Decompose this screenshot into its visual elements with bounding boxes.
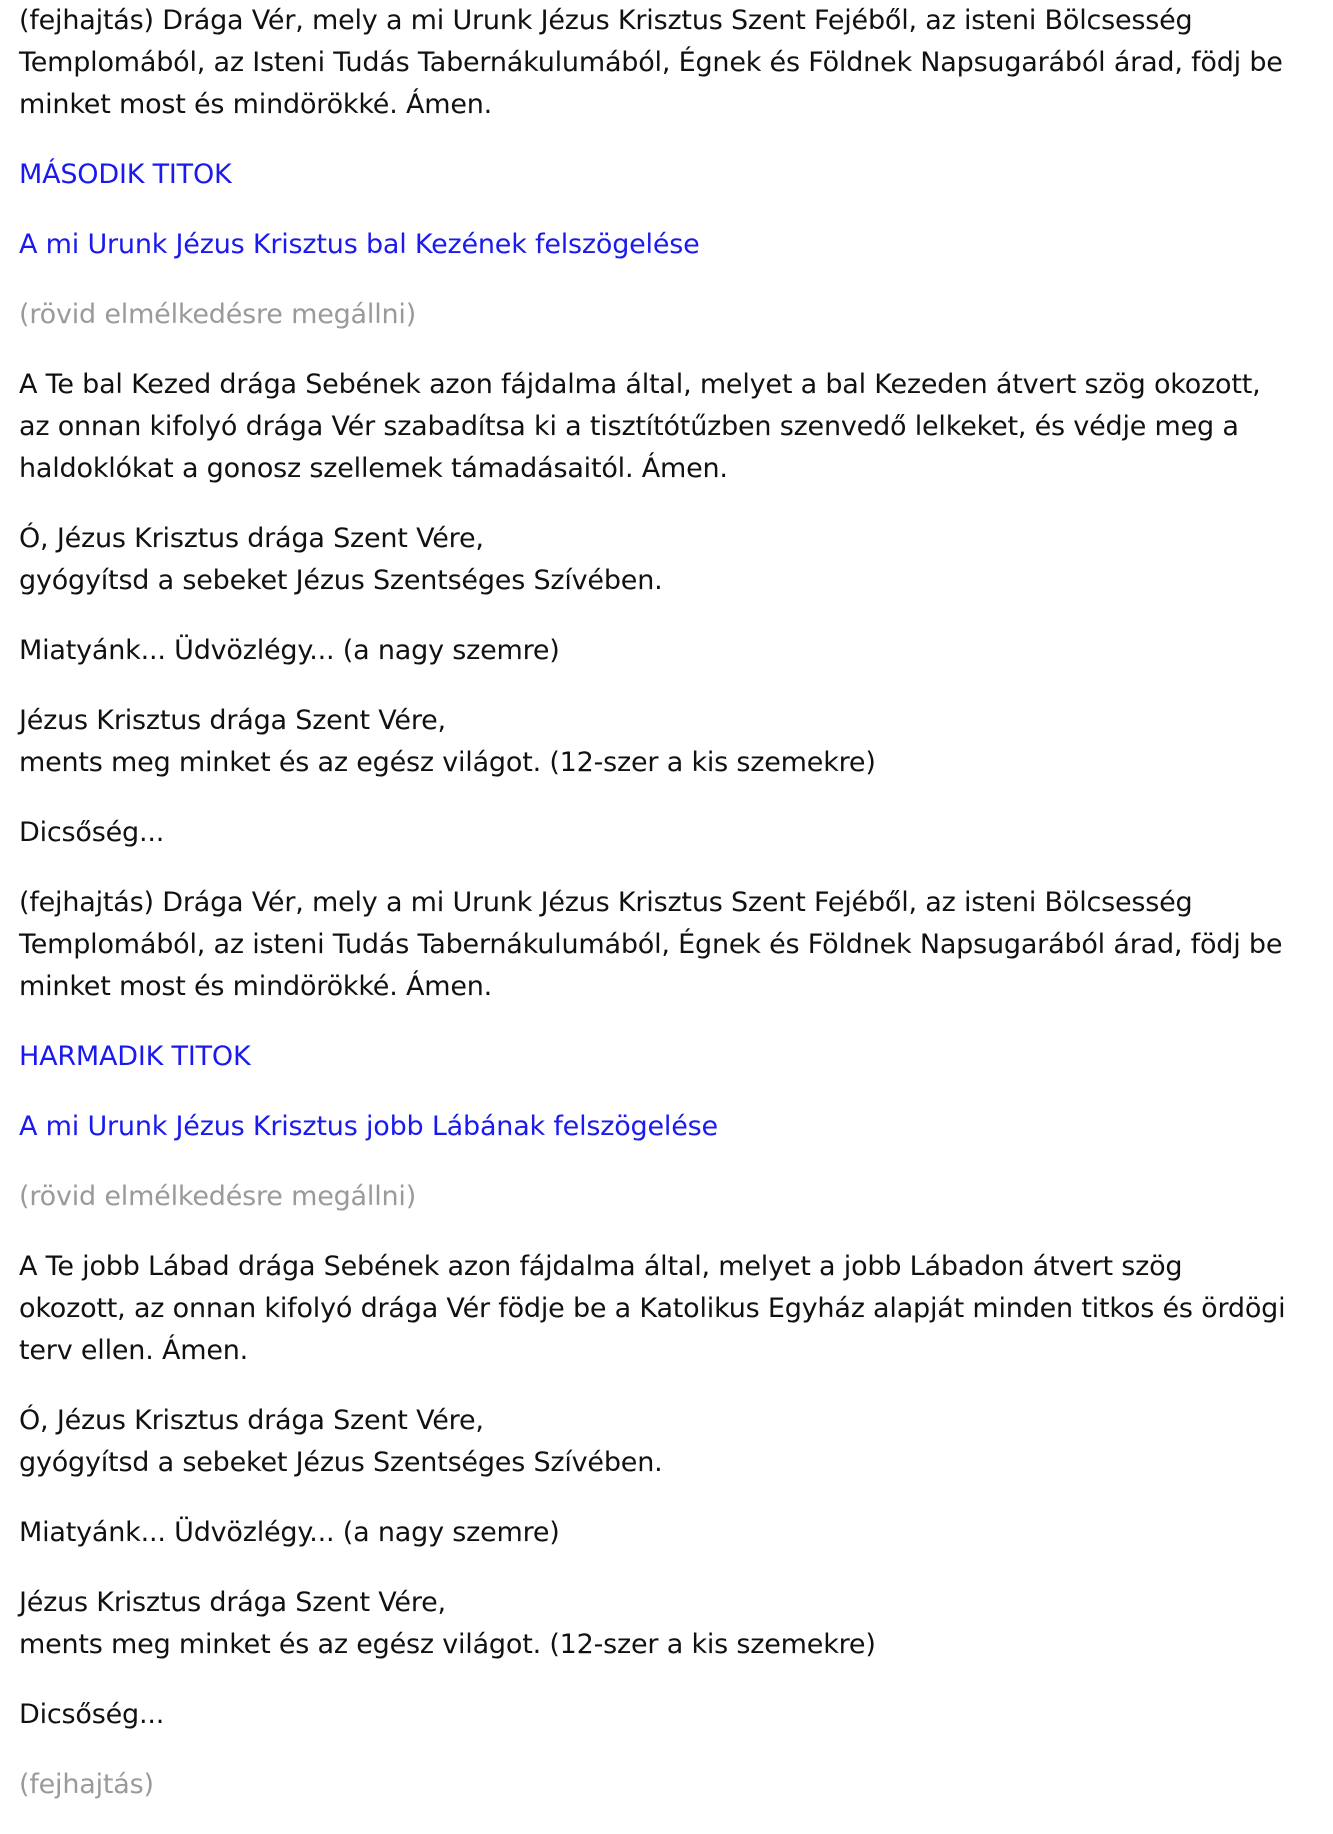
prayer-paragraph	[19, 518, 1309, 602]
text-line: terv ellen. Ámen.	[19, 1335, 249, 1366]
prayer-paragraph	[19, 1582, 1309, 1666]
prayer-paragraph	[19, 882, 1309, 1008]
text-line: A Te bal Kezed drága Sebének azon fájdalma által, melyet a bal Kezeden átvert szög okozott,	[19, 369, 1261, 400]
note-line: (rövid elmélkedésre megállni)	[19, 299, 417, 330]
text-line: gyógyítsd a sebeket Jézus Szentséges Szívében.	[19, 1447, 663, 1478]
text-line: Templomából, az isteni Tudás Tabernákulumából, Égnek és Földnek Napsugarából árad, födj be	[19, 929, 1283, 960]
text-line: az onnan kifolyó drága Vér szabadítsa ki a tisztítótűzben szenvedő lelkeket, és védje meg a	[19, 411, 1239, 442]
mystery-heading	[19, 1036, 1309, 1078]
text-line: gyógyítsd a sebeket Jézus Szentséges Szívében.	[19, 565, 663, 596]
text-line: Dicsőség...	[19, 817, 165, 848]
text-line: minket most és mindörökké. Ámen.	[19, 89, 493, 120]
text-line: Jézus Krisztus drága Szent Vére,	[19, 1587, 446, 1618]
heading-line: MÁSODIK TITOK	[19, 159, 232, 190]
meditation-note	[19, 1176, 1309, 1218]
meditation-note	[19, 294, 1309, 336]
meditation-note	[19, 1764, 1309, 1806]
mystery-heading	[19, 154, 1309, 196]
text-line: Miatyánk... Üdvözlégy... (a nagy szemre)	[19, 635, 560, 666]
text-line: minket most és mindörökké. Ámen.	[19, 971, 493, 1002]
heading-line: A mi Urunk Jézus Krisztus jobb Lábának felszögelése	[19, 1111, 718, 1142]
text-line: (fejhajtás) Drága Vér, mely a mi Urunk Jézus Krisztus Szent Fejéből, az isteni Bölcsesség	[19, 5, 1193, 36]
prayer-paragraph	[19, 812, 1309, 854]
prayer-paragraph	[19, 0, 1309, 126]
text-line: Dicsőség...	[19, 1699, 165, 1730]
prayer-paragraph	[19, 1694, 1309, 1736]
note-line: (rövid elmélkedésre megállni)	[19, 1181, 417, 1212]
text-line: okozott, az onnan kifolyó drága Vér födje be a Katolikus Egyház alapját minden titkos és ördögi	[19, 1293, 1286, 1324]
prayer-paragraph	[19, 364, 1309, 490]
text-line: haldoklókat a gonosz szellemek támadásaitól. Ámen.	[19, 453, 728, 484]
prayer-paragraph	[19, 700, 1309, 784]
document-body	[19, 0, 1309, 1834]
text-line: Ó, Jézus Krisztus drága Szent Vére,	[19, 1405, 484, 1436]
text-line: ments meg minket és az egész világot. (12-szer a kis szemekre)	[19, 1629, 876, 1660]
prayer-paragraph	[19, 630, 1309, 672]
prayer-paragraph	[19, 1246, 1309, 1372]
prayer-paragraph	[19, 1512, 1309, 1554]
text-line: Ó, Jézus Krisztus drága Szent Vére,	[19, 523, 484, 554]
note-line: (fejhajtás)	[19, 1769, 154, 1800]
text-line: A Te jobb Lábad drága Sebének azon fájdalma által, melyet a jobb Lábadon átvert szög	[19, 1251, 1183, 1282]
text-line: ments meg minket és az egész világot. (12-szer a kis szemekre)	[19, 747, 876, 778]
mystery-subheading	[19, 1106, 1309, 1148]
text-line: Templomából, az Isteni Tudás Tabernákulumából, Égnek és Földnek Napsugarából árad, födj be	[19, 47, 1283, 78]
text-line: Jézus Krisztus drága Szent Vére,	[19, 705, 446, 736]
text-line: Miatyánk... Üdvözlégy... (a nagy szemre)	[19, 1517, 560, 1548]
heading-line: HARMADIK TITOK	[19, 1041, 251, 1072]
mystery-subheading	[19, 224, 1309, 266]
heading-line: A mi Urunk Jézus Krisztus bal Kezének felszögelése	[19, 229, 700, 260]
prayer-paragraph	[19, 1400, 1309, 1484]
text-line: (fejhajtás) Drága Vér, mely a mi Urunk Jézus Krisztus Szent Fejéből, az isteni Bölcsesség	[19, 887, 1193, 918]
